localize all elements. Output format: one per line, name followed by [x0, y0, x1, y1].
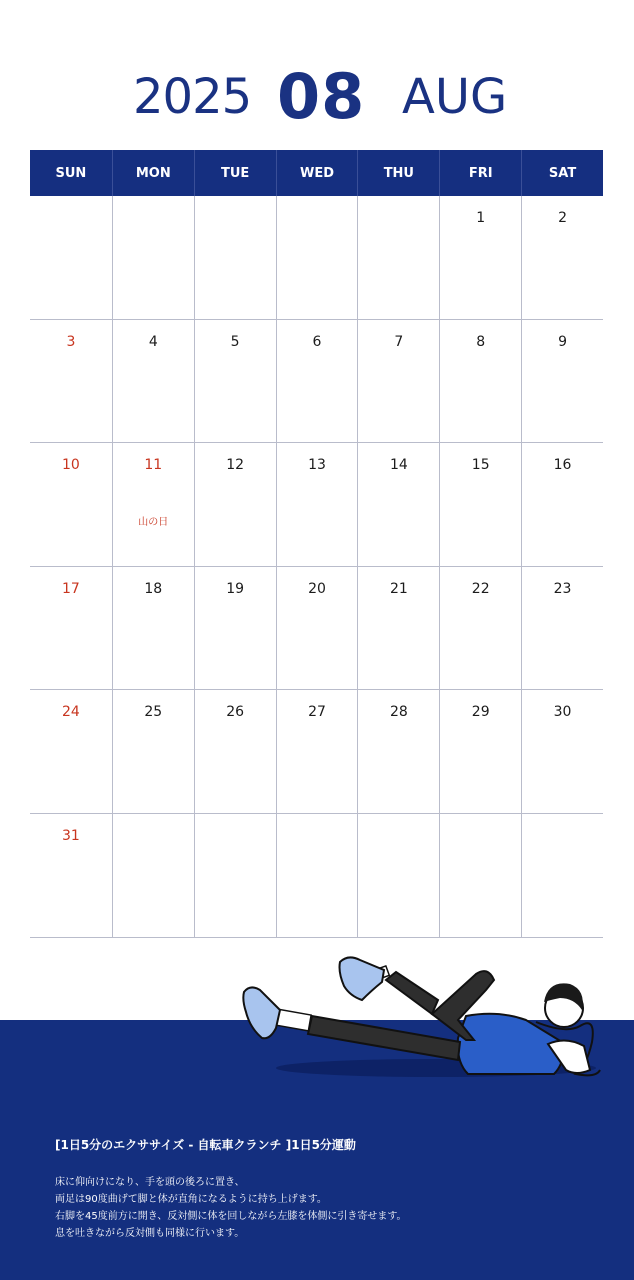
day-number: 27: [308, 704, 326, 721]
empty-day-cell: [521, 814, 603, 938]
day-number: 24: [62, 704, 80, 721]
day-number: 29: [471, 704, 490, 721]
day-cell[interactable]: [30, 690, 112, 814]
month-name: AUG: [402, 69, 508, 125]
day-number: 10: [62, 457, 80, 474]
day-number: 13: [308, 457, 326, 474]
day-number: 23: [553, 580, 572, 597]
day-number: 14: [389, 457, 408, 474]
day-number: 19: [226, 580, 245, 597]
weekday-tue: TUE: [194, 150, 276, 196]
calendar: [30, 150, 603, 938]
day-cell[interactable]: [30, 320, 112, 444]
weekday-mon: MON: [112, 150, 194, 196]
day-cell[interactable]: [112, 320, 194, 444]
empty-day-cell: [357, 196, 439, 320]
holiday-label: 山の日: [138, 517, 169, 529]
exercise-line: 両足は90度曲げて脚と体が直角になるように持ち上げます。: [55, 1194, 327, 1205]
exercise-line: 床に仰向けになり、手を頭の後ろに置き、: [55, 1177, 245, 1188]
weekday-sun: SUN: [55, 165, 87, 181]
day-cell[interactable]: [194, 567, 276, 691]
day-number: 4: [148, 333, 158, 350]
empty-day-cell: [194, 196, 276, 320]
weekday-sat: SAT: [521, 150, 603, 196]
day-number: 9: [558, 333, 568, 350]
day-cell[interactable]: [276, 690, 358, 814]
exercise-line: 息を吐きながら反対側も同様に行います。: [55, 1228, 245, 1239]
day-cell[interactable]: [112, 690, 194, 814]
day-number: 5: [230, 333, 240, 350]
day-number: 21: [389, 580, 408, 597]
day-number: 28: [389, 704, 408, 721]
year-label: 2025: [133, 69, 252, 125]
empty-day-cell: [194, 814, 276, 938]
day-number: 30: [553, 704, 572, 721]
day-cell[interactable]: [439, 443, 521, 567]
day-cell[interactable]: [357, 567, 439, 691]
day-cell[interactable]: [521, 567, 603, 691]
day-cell[interactable]: [439, 690, 521, 814]
day-cell[interactable]: [30, 814, 112, 938]
empty-day-cell: [439, 814, 521, 938]
day-number: 3: [66, 333, 76, 350]
day-cell[interactable]: [276, 443, 358, 567]
day-number: 25: [144, 704, 163, 721]
day-cell[interactable]: [439, 320, 521, 444]
day-cell[interactable]: [521, 443, 603, 567]
day-cell[interactable]: [439, 567, 521, 691]
empty-day-cell: [276, 196, 358, 320]
month-number: 08: [277, 60, 366, 133]
weekday-thu: THU: [357, 150, 439, 196]
day-cell[interactable]: [357, 320, 439, 444]
day-grid: [30, 196, 603, 938]
empty-day-cell: [357, 814, 439, 938]
weekday-wed: WED: [276, 150, 358, 196]
calendar-header: [0, 62, 634, 132]
weekday-fri: FRI: [439, 150, 521, 196]
day-number: 26: [226, 704, 245, 721]
day-cell[interactable]: [194, 690, 276, 814]
day-number: 11: [144, 457, 163, 474]
day-number: 12: [226, 457, 245, 474]
day-number: 22: [471, 580, 490, 597]
day-cell[interactable]: [194, 320, 276, 444]
day-number: 16: [553, 457, 572, 474]
day-cell[interactable]: [112, 567, 194, 691]
exercise-title: [1日5分のエクササイズ - 自転車クランチ ]1日5分運動: [55, 1138, 356, 1152]
day-number: 20: [308, 580, 326, 597]
day-cell[interactable]: [357, 443, 439, 567]
day-cell[interactable]: [521, 690, 603, 814]
bicycle-crunch-illustration: [236, 950, 608, 1090]
day-number: 18: [144, 580, 163, 597]
day-number: 17: [62, 580, 80, 597]
exercise-description: [55, 1174, 595, 1242]
exercise-line: 右脚を45度前方に開き、反対側に体を回しながら左膝を体側に引き寄せます。: [55, 1211, 407, 1222]
day-number: 31: [62, 827, 80, 844]
day-cell[interactable]: [439, 196, 521, 320]
empty-day-cell: [30, 196, 112, 320]
day-cell[interactable]: [276, 567, 358, 691]
day-cell[interactable]: [357, 690, 439, 814]
day-cell[interactable]: [521, 196, 603, 320]
day-cell[interactable]: [30, 567, 112, 691]
empty-day-cell: [112, 196, 194, 320]
day-cell[interactable]: [30, 443, 112, 567]
day-number: 8: [476, 333, 486, 350]
day-number: 7: [394, 333, 404, 350]
day-number: 2: [558, 210, 568, 226]
day-number: 6: [312, 333, 322, 350]
weekday-header-row: [30, 150, 603, 196]
day-number: 15: [471, 457, 490, 474]
day-number: 1: [476, 210, 486, 226]
day-cell[interactable]: [194, 443, 276, 567]
empty-day-cell: [276, 814, 358, 938]
day-cell[interactable]: [521, 320, 603, 444]
empty-day-cell: [112, 814, 194, 938]
day-cell[interactable]: [276, 320, 358, 444]
day-cell[interactable]: [112, 443, 194, 567]
